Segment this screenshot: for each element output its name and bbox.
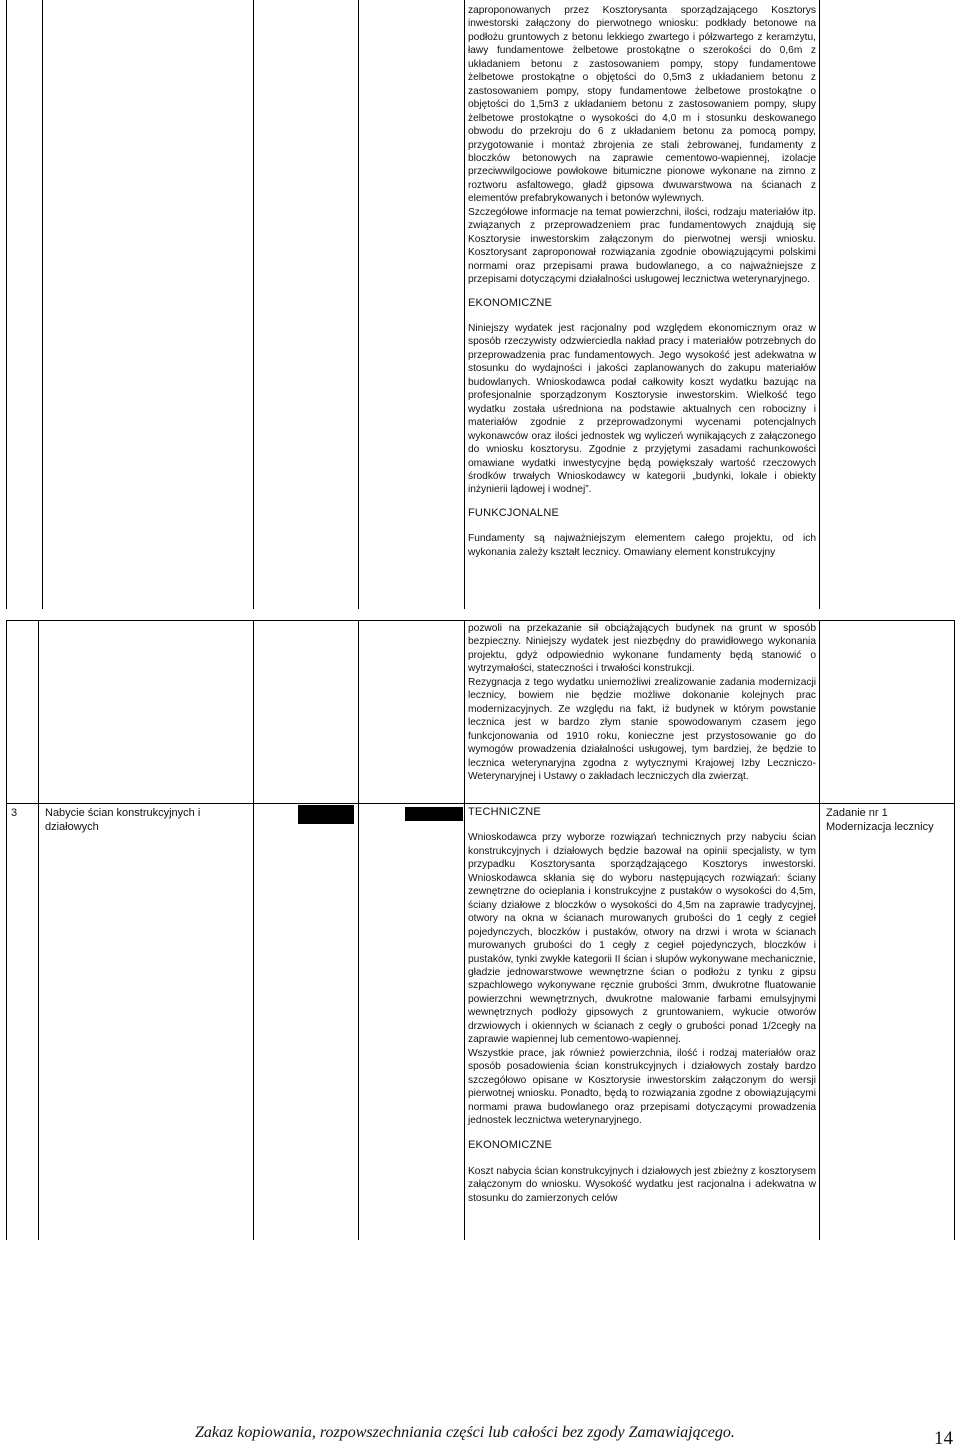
technical-heading: TECHNICZNE [468,806,541,818]
functional-text: Fundamenty są najważniejszym elementem całego projektu, od ich wykonania zależy kształt lecznicy. Omawiany element konstrukcyjny [468,533,816,558]
task-number: Zadanie nr 1 [826,807,888,819]
functional-heading: FUNKCJONALNE [468,506,560,519]
table-divider-1 [42,0,43,609]
table-divider-4 [464,0,465,609]
table-divider-5b [819,620,820,1240]
task-label [826,807,952,834]
copyright-notice: Zakaz kopiowania, rozpowszechniania części lub całości bez zgody Zamawiającego. [195,1424,735,1441]
table-border-right [954,620,955,1240]
technical-text-details: Wszystkie prace, jak również powierzchnia, ilość i rodzaj materiałów oraz sposób posadowienia ścian konstrukcyjnych i działowych zostały bardzo szczegółowo opisane w Kosztorysie inwestorskim załączonym do wersji pierwotnej wniosku. Ponadto, będą to rozwiązania zgodne z obowiązującymi normami prawa budowlanego oraz przepisami dotyczącymi prowadzenia jednostek lecznictwa weterynaryjnego. [468,1047,816,1126]
redaction-bar [405,807,463,821]
table-divider-3 [358,0,359,609]
table-divider-5 [819,0,820,609]
item-name: Nabycie ścian konstrukcyjnych i działowych [45,807,201,833]
technical-text-details: Szczegółowe informacje na temat powierzchni, ilości, rodzaju materiałów itp. związanych z przeprowadzeniem prac fundamentowych znajdują się Kosztorysie inwestorskim załączonym do pierwotnej wersji wniosku. Kosztorysant zaproponował rozwiązania zgodnie obowiązującymi polskimi normami oraz przepisami prawa budowlanego, a co najważniejsze z przepisami dotyczącymi działalności usługowej lecznictwa weterynaryjnego. [468,206,816,286]
functional-text-continued: pozwoli na przekazanie sił obciążających budynek na grunt w sposób bezpieczny. Niniejszy wydatek jest niezbędny do prawidłowego wykonania projektu, gdyż odpowiednio wykonane fundamenty będą stanowić o wytrzymałości, stateczności i trwałości konstrukcji. [468,623,816,675]
economic-text: Koszt nabycia ścian konstrukcyjnych i działowych jest zbieżny z kosztorysem załączonym do wniosku. Wysokość wydatku jest racjonalna i adekwatna w stosunku do zamierzonych celów [468,1165,816,1204]
economic-heading: EKONOMICZNE [468,296,553,309]
justification-column-3 [468,806,816,1205]
row-3-top-border [6,803,954,804]
economic-text: Niniejszy wydatek jest racjonalny pod względem ekonomicznym oraz w sposób rzeczywisty odzwierciedla nakład pracy i materiałów potrzebnych do przeprowadzenia prac fundamentowych. Jego wysokość jest adekwatna w stosunku do wydajności i jakości zaplanowanych do zakupu materiałów budowlanych. Wnioskodawca podał całkowity koszt wydatku bazując na profesjonalnie sporządzonym Kosztorysie inwestorskim. Wielkość tego wydatku została uśredniona na podstawie aktualnych cen robocizny i materiałów zgodnie z przeprowadzonymi wycenami potencjalnych wykonawców oraz ilości jednostek wg wyliczeń wynikających z załączonego do wniosku kosztorysu. Zgodnie z przyjętymi zasadami rachunkowości omawiane wydatki inwestycyjne będą powiększały wartość rzeczowych środków trwałych Wnioskodawcy w kategorii „budynki, lokale i obiekty inżynierii lądowej i wodnej”. [468,322,816,496]
table-divider-2b [253,620,254,1240]
page-number: 14 [934,1428,953,1449]
functional-text-resignation: Rezygnacja z tego wydatku uniemożliwi zrealizowanie zadania modernizacji lecznicy, bowiem nie będzie możliwe dokonanie kolejnych prac modernizacyjnych. Ze względu na fakt, iż budynek w którym powstanie lecznica jest w bardzo złym stanie spowodowanym czasem jego funkcjonowania od 1910 roku, konieczne jest przystosowanie go do wymogów prowadzenia działalności usługowej, tym bardziej, że będzie to lecznica weterynaryjna zgodna z wytycznymi Krajowej Izby Leczniczo-Weterynaryjnej i Ustawy o zakładach leczniczych dla zwierząt. [468,676,816,782]
technical-text: zaproponowanych przez Kosztorysanta sporządzającego Kosztorys inwestorski załączony do pierwotnego wniosku: podkłady betonowe na podłożu gruntowych z betonu lekkiego zwartego i półzwartego z keramzytu, ławy fundamentowe żelbetowe prostokątne o szerokości do 0,6m z układaniem betonu z zastosowaniem pompy, stopy fundamentowe żelbetowe prostokątne o objętości do 0,5m3 z układaniem betonu z zastosowaniem pompy, stopy fundamentowe żelbetowe prostokątne o objętości do 1,5m3 z układaniem betonu z zastosowaniem pompy, słupy żelbetowe prostokątne o wysokości do 4,0 m i stosunku deskowanego obwodu do przekroju do 6 z układaniem betonu za pomocą pompy, przygotowanie i montaż zbrojenia ze stali żebrowanej, fundamenty z bloczków betonowych na zaprawie cementowo-wapiennej, izolacje przeciwwilgociowe powłokowe bitumiczne pionowe wykonane na zimno z roztworu asfaltowego, gładź gipsowa dwuwarstwowa na ścianach z elementów prefabrykowanych i betonów wylewnych. [468,5,816,205]
task-description: Modernizacja lecznicy [826,820,934,833]
table-top-border [6,620,954,621]
table-divider-2 [253,0,254,609]
table-divider-4b [464,620,465,1240]
table-divider-3b [358,620,359,1240]
table-divider-1b [38,620,39,1240]
redaction-bar [298,805,354,824]
justification-column-2 [468,622,816,783]
technical-text: Wnioskodawca przy wyborze rozwiązań technicznych przy nabyciu ścian konstrukcyjnych i działowych będzie bazował na opinii specjalisty, w tym przypadku Kosztorysanta sporządzającego Kosztorys inwestorski. Wnioskodawca skłania się do wyboru następujących rozwiązań: ściany zewnętrzne do ocieplania i konstrukcyjne z pustaków o wysokości do 4,5m, ściany działowe z bloczków o wysokości do 4,5m na zaprawie tradycyjnej, otwory na okna w ścianach murowanych grubości do 1 cegły z cegieł pojedynczych, bloczków i pustaków, otwory na drzwi i wrota w ścianach murowanych grubości do 1 cegły z cegieł pojedynczych, bloczków i pustaków, tynki zwykłe kategorii II ścian i słupów wykonywane mechanicznie, gładzie jednowarstwowe wewnętrzne ścian o podłożu z tynku z gipsu szpachlowego wykonywane ręcznie grubości 3mm, dwukrotne fluatowanie powierzchni wewnętrznych, dwukrotne malowanie farbami emulsyjnymi wewnętrznych podłoży gipsowych z gruntowaniem, wykucie otworów drzwiowych i okiennych w ścianach z cegły o grubości ponad 1/2cegły na zaprawie wapiennej lub cementowo-wapiennej. [468,832,816,1046]
justification-column-1 [468,4,816,559]
row-number: 3 [11,807,18,819]
table-border-left-2 [6,620,7,1240]
table-border-left [6,0,7,609]
economic-heading: EKONOMICZNE [468,1139,553,1152]
